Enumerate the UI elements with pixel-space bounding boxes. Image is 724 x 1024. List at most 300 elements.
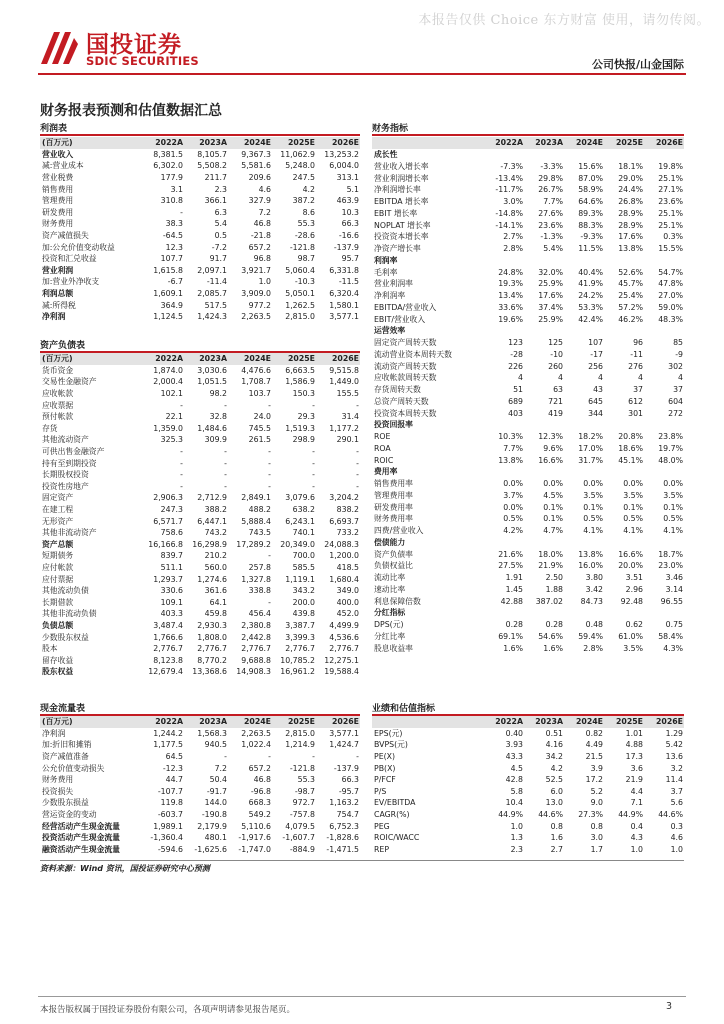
cell-value: 57.2% (618, 302, 643, 312)
source-note: 资料来源：Wind 资讯，国投证券研究中心预测 (40, 864, 210, 873)
cell-value: 18.2% (578, 432, 603, 442)
table-row (372, 525, 684, 537)
cell-value: 7.1 (630, 798, 643, 808)
table-row (40, 573, 360, 585)
cell-value: 361.6 (204, 586, 227, 596)
cell-value: 330.6 (160, 586, 183, 596)
cell-value: 32.0% (538, 267, 563, 277)
cell-value: 109.1 (160, 597, 183, 607)
cell-value (484, 607, 524, 619)
cell-value: 37.4% (538, 302, 563, 312)
cell-value: -603.7 (157, 810, 183, 820)
table-row (40, 218, 360, 230)
cell-value: 13.0 (545, 798, 563, 808)
row-label: 减:营业成本 (42, 161, 84, 171)
cell-value: 1,449.0 (329, 377, 359, 387)
cell-value: 150.3 (292, 389, 315, 399)
cell-value: 55.3 (297, 775, 315, 785)
brand-logo-icon (38, 28, 80, 68)
cell-value: 58.4% (658, 631, 683, 641)
cell-value: 940.5 (204, 740, 227, 750)
financial-ratios-table (372, 137, 684, 654)
cell-value: -7.3% (500, 161, 523, 171)
cell-value: 7.7% (543, 197, 563, 207)
cell-value: 25.9% (538, 279, 563, 289)
balance-section-title: 资产负债表 (40, 341, 86, 351)
cell-value: 2,815.0 (285, 728, 315, 738)
cell-value: 972.7 (292, 798, 315, 808)
page-number: 3 (665, 1001, 672, 1012)
cell-value: -12.3 (162, 763, 183, 773)
section-label: 运营效率 (374, 326, 406, 336)
row-label: 总资产周转天数 (374, 396, 429, 406)
cell-value: 657.2 (248, 242, 271, 252)
row-label: 在建工程 (42, 505, 74, 515)
row-label: 投资和汇兑收益 (42, 254, 97, 264)
cell-value: 64.1 (209, 597, 227, 607)
cell-value (604, 419, 644, 431)
cell-value: 52.5 (545, 775, 563, 785)
cell-value: 1.0 (670, 844, 683, 854)
cell-value: 85 (673, 338, 683, 348)
cell-value: 3,577.1 (329, 312, 359, 322)
year-header: 2024E (228, 716, 272, 728)
cell-value: 2,776.7 (197, 644, 227, 654)
row-label: 固定资产 (42, 493, 74, 503)
cell-value: 4 (518, 373, 523, 383)
cell-value: 2.50 (545, 573, 563, 583)
cell-value: 388.2 (204, 505, 227, 515)
unit-label: (百万元) (40, 353, 140, 365)
cell-value: 298.9 (292, 435, 315, 445)
row-label: 毛利率 (374, 267, 398, 277)
row-label: 持有至到期投资 (42, 458, 97, 468)
cell-value: - (180, 207, 183, 217)
table-row (40, 844, 360, 856)
table-row (40, 434, 360, 446)
cell-value: 1,244.2 (153, 728, 183, 738)
cell-value: -64.5 (162, 231, 183, 241)
cell-value: 1.29 (665, 728, 683, 738)
row-label: 管理费用 (42, 196, 74, 206)
cell-value: 4,536.6 (329, 632, 359, 642)
table-row (372, 443, 684, 455)
cell-value: 1.0 (510, 821, 523, 831)
cell-value (484, 419, 524, 431)
cell-value: 18.6% (618, 443, 643, 453)
cell-value: 17.3 (625, 752, 643, 762)
table-row (40, 539, 360, 551)
cell-value (644, 607, 684, 619)
cell-value: 6,331.8 (329, 265, 359, 275)
cell-value: 25.1% (658, 173, 683, 183)
year-header: 2023A (524, 716, 564, 728)
cell-value: 46.2% (618, 314, 643, 324)
row-label: 加:公允价值变动收益 (42, 242, 115, 252)
table-row (372, 786, 684, 798)
cell-value: 10,785.2 (280, 655, 315, 665)
table-row (372, 595, 684, 607)
cell-value: -107.7 (157, 786, 183, 796)
row-label: 流动资产周转天数 (374, 361, 437, 371)
table-row (372, 313, 684, 325)
table-row (372, 751, 684, 763)
cell-value: 23.6% (538, 220, 563, 230)
cell-value: 6,243.1 (285, 516, 315, 526)
cell-value: 54.6% (538, 631, 563, 641)
cell-value: 7.2 (214, 763, 227, 773)
cell-value: 155.5 (336, 389, 359, 399)
income-statement-table (40, 137, 360, 323)
row-label: PEG (374, 821, 390, 831)
ratios-section-title: 财务指标 (372, 124, 409, 134)
year-header: 2022A (484, 137, 524, 149)
table-header-row (372, 716, 684, 728)
cell-value: 4 (558, 373, 563, 383)
cell-value: 0.40 (505, 728, 523, 738)
cell-value: 3.93 (505, 740, 523, 750)
cell-value: 2,906.3 (153, 493, 183, 503)
cell-value: 21.6% (498, 549, 523, 559)
row-label: 其他非流动负债 (42, 609, 97, 619)
section-row (372, 419, 684, 431)
cell-value: 3.42 (585, 584, 603, 594)
table-row (40, 786, 360, 798)
cell-value: 511.1 (160, 562, 183, 572)
cell-value: 5,248.0 (285, 161, 315, 171)
cell-value: 1,519.3 (285, 423, 315, 433)
table-row (40, 762, 360, 774)
cell-value (604, 537, 644, 549)
section-row (372, 325, 684, 337)
cell-value: 14,908.3 (236, 667, 271, 677)
row-label: 应收票据 (42, 400, 74, 410)
cell-value: 12,275.1 (324, 655, 359, 665)
unit-label: (百万元) (40, 716, 140, 728)
cashflow-section-title: 现金流量表 (40, 704, 86, 714)
row-label: 投资性房地产 (42, 481, 89, 491)
table-row (40, 550, 360, 562)
row-label: 股本 (42, 644, 58, 654)
cell-value: 0.1% (623, 502, 643, 512)
cell-value: 403.3 (160, 609, 183, 619)
cell-value: 838.2 (336, 505, 359, 515)
row-label: 负债总额 (42, 620, 74, 630)
cell-value: - (312, 458, 315, 468)
cell-value: 310.8 (160, 196, 183, 206)
cell-value: 3,387.7 (285, 620, 315, 630)
cell-value: 4.2 (550, 763, 563, 773)
cell-value: 45.1% (618, 455, 643, 465)
cell-value: - (356, 447, 359, 457)
cell-value: 758.6 (160, 528, 183, 538)
cell-value: 247.5 (292, 173, 315, 183)
cell-value: 2,930.3 (197, 620, 227, 630)
row-label: PE(X) (374, 752, 396, 762)
cell-value: 50.4 (209, 775, 227, 785)
cell-value: 17.6% (538, 291, 563, 301)
cell-value: 200.0 (292, 597, 315, 607)
cell-value: - (356, 752, 359, 762)
year-header: 2024E (564, 716, 604, 728)
cell-value (564, 149, 604, 161)
cell-value: 44.9% (498, 810, 523, 820)
cell-value: 0.5% (663, 514, 683, 524)
cell-value: 27.3% (578, 810, 603, 820)
row-label: 其他流动资产 (42, 435, 89, 445)
balance-sheet-table (40, 353, 360, 678)
cell-value: 4,079.5 (285, 821, 315, 831)
table-row (40, 299, 360, 311)
table-row (372, 196, 684, 208)
cell-value (524, 419, 564, 431)
cell-value: 88.3% (578, 220, 603, 230)
cell-value: 1,580.1 (329, 300, 359, 310)
cell-value: 103.7 (248, 389, 271, 399)
cell-value: -9.3% (580, 232, 603, 242)
cell-value: 27.6% (538, 208, 563, 218)
row-label: 长期股权投资 (42, 470, 89, 480)
cell-value: 3,204.2 (329, 493, 359, 503)
cell-value: 3,487.4 (153, 620, 183, 630)
cell-value: 2,776.7 (329, 644, 359, 654)
cell-value: 98.2 (209, 389, 227, 399)
table-row (40, 643, 360, 655)
table-row (40, 596, 360, 608)
brand-name-cn: 国投证券 (86, 32, 182, 58)
cell-value: 1,680.4 (329, 574, 359, 584)
cell-value: -1,828.6 (326, 833, 359, 843)
row-label: CAGR(%) (374, 810, 410, 820)
cell-value: -6.7 (167, 277, 183, 287)
cell-value: -7.2 (211, 242, 227, 252)
footer-disclaimer: 本报告版权属于国投证券股份有限公司，各项声明请参见报告尾页。 (40, 1005, 296, 1015)
cell-value: 25.4% (618, 291, 643, 301)
section-row (372, 607, 684, 619)
cell-value: 34.2 (545, 752, 563, 762)
table-row (40, 388, 360, 400)
cell-value: 0.0% (663, 479, 683, 489)
row-label: 无形资产 (42, 516, 74, 526)
cell-value: 1,874.0 (153, 365, 183, 375)
cell-value: 4.1% (663, 526, 683, 536)
cell-value: 55.3 (297, 219, 315, 229)
cell-value (644, 466, 684, 478)
cell-value: 261.5 (248, 435, 271, 445)
table-row (372, 513, 684, 525)
row-label: 利息保障倍数 (374, 596, 421, 606)
year-header: 2024E (564, 137, 604, 149)
income-section-rule (40, 134, 360, 136)
cell-value: 29.0% (618, 173, 643, 183)
cell-value: 98.7 (297, 254, 315, 264)
table-row (40, 411, 360, 423)
cell-value: 4,476.6 (241, 365, 271, 375)
cell-value: 3,079.6 (285, 493, 315, 503)
cell-value: 119.8 (160, 798, 183, 808)
cell-value: 42.4% (578, 314, 603, 324)
cell-value: 20,349.0 (280, 539, 315, 549)
table-row (372, 431, 684, 443)
row-label: 净利润率 (374, 291, 406, 301)
cell-value: 387.2 (292, 196, 315, 206)
row-label: ROA (374, 443, 391, 453)
cell-value: 5,110.6 (241, 821, 271, 831)
cell-value: -13.4% (495, 173, 523, 183)
table-row (372, 407, 684, 419)
table-row (372, 548, 684, 560)
section-label: 分红指标 (374, 608, 406, 618)
cell-value: -121.8 (289, 763, 315, 773)
ratios-section-rule (372, 134, 684, 136)
cell-value: 3.5% (623, 643, 643, 653)
year-header: 2026E (316, 353, 360, 365)
year-header: 2023A (524, 137, 564, 149)
cell-value: 4.6 (258, 184, 271, 194)
row-label: 利润总额 (42, 289, 74, 299)
table-row (372, 762, 684, 774)
cell-value: 0.8 (590, 821, 603, 831)
cell-value: 8,105.7 (197, 149, 227, 159)
cell-value: 2.7% (503, 232, 523, 242)
cell-value: - (268, 597, 271, 607)
section-row (372, 255, 684, 267)
cell-value: 92.48 (620, 596, 643, 606)
cell-value: 6,663.5 (285, 365, 315, 375)
table-row (372, 501, 684, 513)
row-label: 营业利润增长率 (374, 173, 429, 183)
cell-value: 7.7% (503, 443, 523, 453)
cell-value: 4.3 (630, 833, 643, 843)
cell-value: 1,124.5 (153, 312, 183, 322)
table-row (372, 243, 684, 255)
cell-value: 177.9 (160, 173, 183, 183)
cell-value: 517.5 (204, 300, 227, 310)
cell-value: 25.1% (658, 208, 683, 218)
cell-value (604, 255, 644, 267)
cell-value: 16.6% (618, 549, 643, 559)
row-label: 投资资本增长率 (374, 232, 429, 242)
cell-value: 2.3 (214, 184, 227, 194)
cell-value: 9.6% (543, 443, 563, 453)
cell-value: 3,577.1 (329, 728, 359, 738)
cell-value: 24,088.3 (324, 539, 359, 549)
cell-value: 689 (508, 396, 523, 406)
cell-value: 2,263.5 (241, 312, 271, 322)
row-label: PB(X) (374, 763, 396, 773)
row-label: 净资产增长率 (374, 244, 421, 254)
row-label: 营运资金的变动 (42, 810, 97, 820)
table-row (40, 399, 360, 411)
cell-value (484, 466, 524, 478)
cell-value: 48.3% (658, 314, 683, 324)
row-label: 其他流动负债 (42, 586, 89, 596)
cell-value: 1.0 (630, 844, 643, 854)
row-label: 财务费用率 (374, 514, 413, 524)
cell-value: - (224, 400, 227, 410)
row-label: 少数股东损益 (42, 798, 89, 808)
cell-value: 226 (508, 361, 523, 371)
cell-value: 276 (628, 361, 643, 371)
row-label: 加:折旧和摊销 (42, 740, 92, 750)
row-label: 投资活动产生现金流量 (42, 833, 120, 843)
cell-value: 4.2 (302, 184, 315, 194)
cell-value: 9.0 (590, 798, 603, 808)
cell-value: 419 (548, 408, 563, 418)
year-header: 2026E (316, 716, 360, 728)
section-row (372, 149, 684, 161)
cell-value: 24.4% (618, 185, 643, 195)
table-row (40, 504, 360, 516)
cell-value: 17.6% (618, 232, 643, 242)
cell-value: 1,359.0 (153, 423, 183, 433)
cell-value: 349.0 (336, 586, 359, 596)
row-label: 营业利润 (42, 265, 74, 275)
table-row (40, 446, 360, 458)
cell-value: 13.8% (618, 244, 643, 254)
header-rule (38, 73, 686, 75)
cell-value: 19.7% (658, 443, 683, 453)
cell-value: 604 (668, 396, 683, 406)
table-row (40, 832, 360, 844)
cell-value: 24.2% (578, 291, 603, 301)
cell-value: 211.7 (204, 173, 227, 183)
cell-value: 3.14 (665, 584, 683, 594)
cell-value: 2,085.7 (197, 289, 227, 299)
cell-value: 839.7 (160, 551, 183, 561)
cell-value: 6,004.0 (329, 161, 359, 171)
year-header: 2025E (272, 137, 316, 149)
cell-value: 8,123.8 (153, 655, 183, 665)
cell-value: -16.6 (338, 231, 359, 241)
cell-value: 4.5 (510, 763, 523, 773)
cell-value: 301 (628, 408, 643, 418)
row-label: 速动比率 (374, 584, 406, 594)
cell-value: 11.5% (578, 244, 603, 254)
cell-value: 4.7% (543, 526, 563, 536)
cell-value: 0.51 (545, 728, 563, 738)
cell-value: 585.5 (292, 562, 315, 572)
row-label: 财务费用 (42, 775, 74, 785)
cell-value: 700.0 (292, 551, 315, 561)
row-label: NOPLAT 增长率 (374, 220, 431, 230)
cell-value: 12.3 (165, 242, 183, 252)
cell-value: -98.7 (294, 786, 315, 796)
cell-value: -28 (510, 349, 523, 359)
cell-value: 743.2 (204, 528, 227, 538)
cell-value: 87.0% (578, 173, 603, 183)
report-category: 公司快报/山金国际 (591, 58, 684, 71)
table-row (40, 288, 360, 300)
cell-value: 3,921.7 (241, 265, 271, 275)
cell-value (564, 255, 604, 267)
section-label: 成长性 (374, 150, 398, 160)
cell-value: 387.02 (535, 596, 563, 606)
table-row (40, 515, 360, 527)
table-row (40, 774, 360, 786)
cell-value: 1,177.2 (329, 423, 359, 433)
cell-value: - (268, 481, 271, 491)
watermark-text: 本报告仅供 Choice 东方财富 使用，请勿传阅。 (418, 13, 710, 28)
cell-value: 754.7 (336, 810, 359, 820)
cell-value: - (356, 400, 359, 410)
table-row (40, 276, 360, 288)
table-row (372, 844, 684, 856)
cell-value: 2,776.7 (285, 644, 315, 654)
cell-value: 1.91 (505, 573, 523, 583)
cell-value: - (268, 400, 271, 410)
cell-value: 8,381.5 (153, 149, 183, 159)
